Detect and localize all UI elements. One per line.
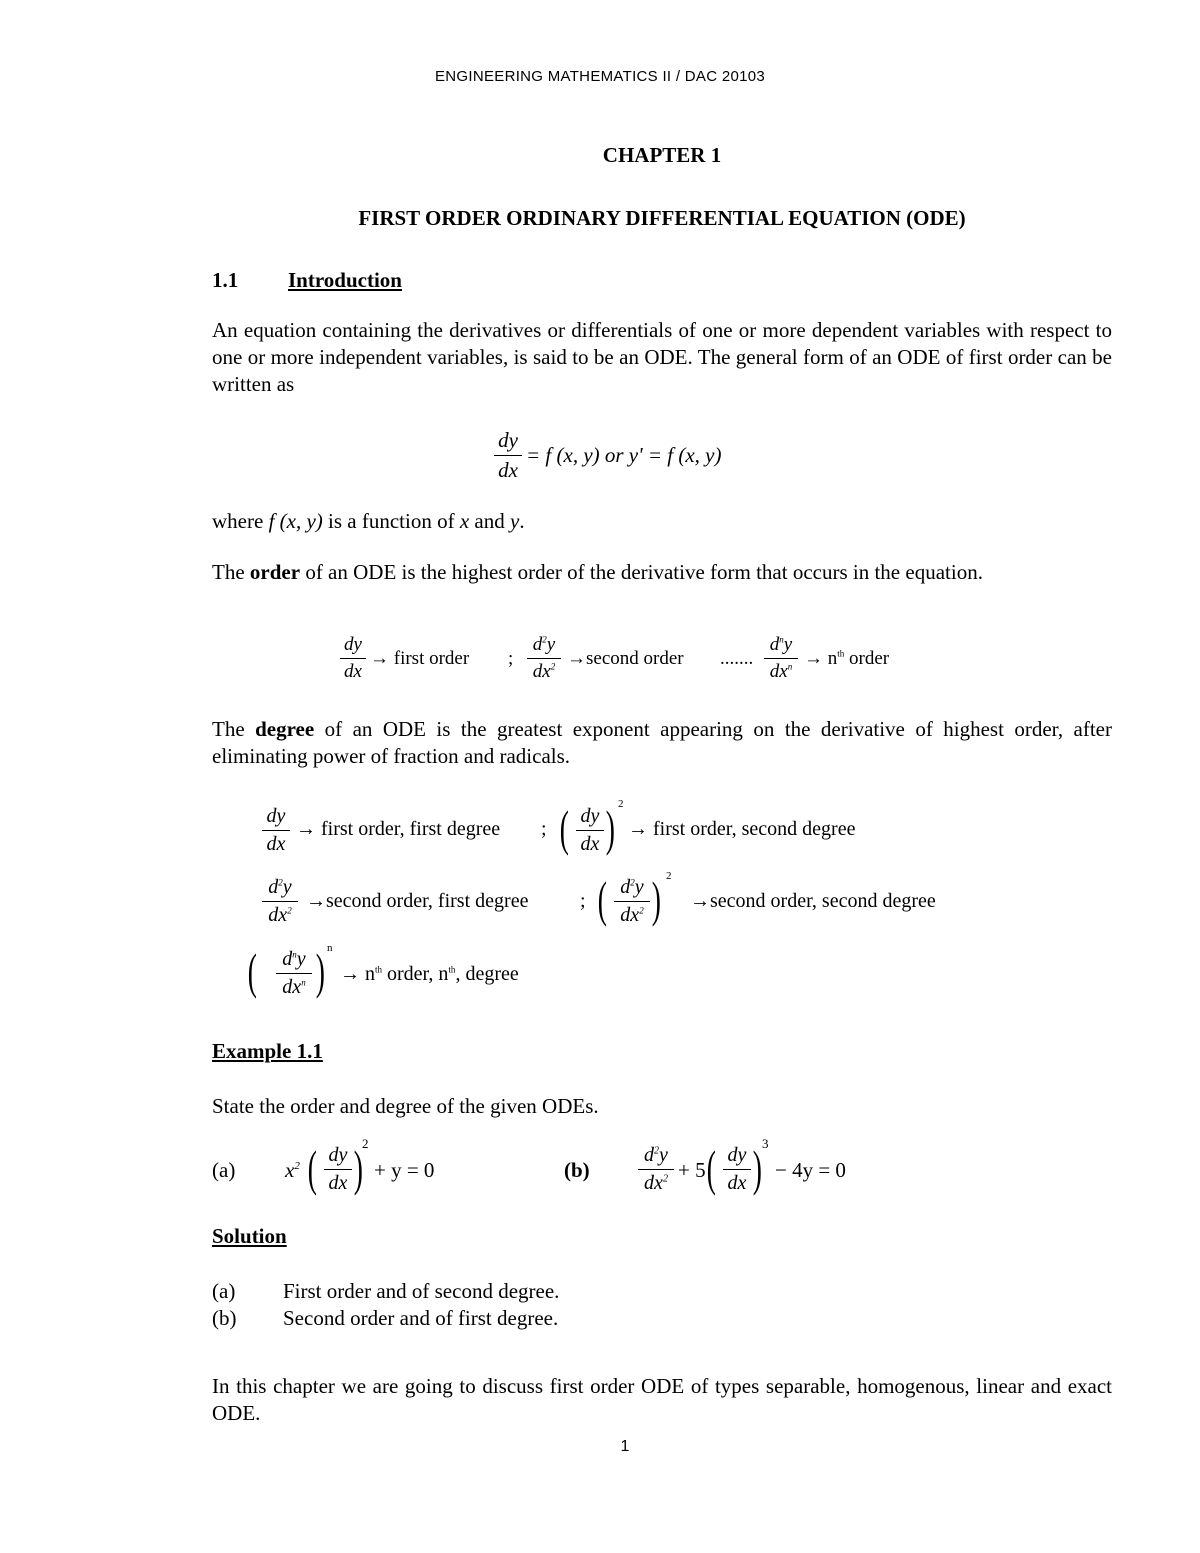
- page-number: 1: [620, 1438, 630, 1455]
- order-paragraph: The order of an ODE is the highest order of the derivative form that occurs in the equation.: [212, 560, 983, 584]
- intro-paragraph: An equation containing the derivatives or differentials of one or more dependent variables with respect to one or more independent variables, is said to be an ODE. The general form of an ODE of first order can be written as: [212, 318, 1112, 396]
- section-number: 1.1: [212, 268, 239, 292]
- example-a-label: (a): [212, 1158, 236, 1182]
- deg-r3-label: → $n^{th}$ order, $n^{th}$, degree: [340, 963, 519, 985]
- left-paren: (: [307, 1140, 317, 1196]
- exponent: 2: [666, 870, 672, 882]
- example-heading: Example 1.1: [212, 1039, 323, 1063]
- deg-r2-label-b: →second order, second degree: [690, 890, 936, 912]
- deg-r1-label-b: → first order, second degree: [628, 818, 856, 840]
- deg-r1-sep: ;: [541, 818, 547, 840]
- right-paren: ): [605, 800, 615, 856]
- exponent: 2: [362, 1136, 369, 1151]
- example-a-frac: dy dx: [324, 1144, 352, 1195]
- deg-r1-frac-a: dy dx: [262, 805, 290, 856]
- page-header: ENGINEERING MATHEMATICS II / DAC 20103: [434, 68, 766, 85]
- x-squared: $x^2$: [285, 1158, 300, 1182]
- second-derivative-fraction: $d^2y$ $dx^2$: [527, 634, 561, 683]
- example-prompt: State the order and degree of the given ODEs.: [212, 1094, 599, 1118]
- deg-r2-frac-b: $d^2y$ $dx^2$: [614, 876, 650, 927]
- right-paren: ): [651, 871, 661, 927]
- solution-list: [212, 1278, 559, 1332]
- degree-paragraph: The degree of an ODE is the greatest exponent appearing on the derivative of highest order, after eliminating power of fraction and radicals.: [212, 717, 1112, 768]
- deg-r2-sep: ;: [580, 890, 586, 912]
- nth-order-label: → $n^{th}$ order: [804, 648, 890, 669]
- right-paren: ): [353, 1140, 363, 1196]
- where-line: where f (x, y) is a function of x and y.: [212, 509, 525, 533]
- right-paren: ): [752, 1140, 762, 1196]
- left-paren: (: [247, 943, 257, 999]
- right-paren: ): [315, 943, 325, 999]
- closing-paragraph: In this chapter we are going to discuss first order ODE of types separable, homogenous, linear and exact ODE.: [212, 1374, 1112, 1425]
- example-b-eq: − 4y = 0: [775, 1158, 846, 1182]
- first-order-label: → first order: [370, 648, 470, 669]
- exponent: 2: [618, 798, 624, 810]
- list-item: (a) First order and of second degree.: [212, 1279, 560, 1303]
- general-form-rhs: = f (x, y) or y' = f (x, y): [526, 443, 722, 467]
- chapter-title: FIRST ORDER ORDINARY DIFFERENTIAL EQUATION (ODE): [358, 206, 966, 230]
- chapter-heading: CHAPTER 1: [602, 143, 722, 167]
- dy-dx-fraction: dy dx: [494, 428, 522, 483]
- dots: .......: [720, 648, 754, 669]
- deg-r2-frac-a: $d^2y$ $dx^2$: [262, 876, 298, 927]
- example-b-label: (b): [564, 1158, 590, 1182]
- exponent: n: [327, 942, 333, 954]
- example-a-eq: + y = 0: [374, 1158, 435, 1182]
- section-title: Introduction: [288, 268, 402, 292]
- left-paren: (: [597, 871, 607, 927]
- order-separator: ;: [508, 648, 514, 669]
- deg-r1-label-a: → first order, first degree: [296, 818, 501, 840]
- solution-heading: Solution: [212, 1224, 287, 1248]
- example-b-coef: + 5: [678, 1158, 706, 1182]
- list-item: (b) Second order and of first degree.: [212, 1306, 559, 1330]
- section-heading: [212, 268, 402, 293]
- left-paren: (: [559, 800, 569, 856]
- left-paren: (: [706, 1140, 716, 1196]
- deg-r2-label-a: →second order, first degree: [306, 890, 529, 912]
- second-order-label: →second order: [567, 648, 684, 669]
- first-derivative-fraction: dy dx: [340, 634, 366, 683]
- exponent: 3: [762, 1136, 769, 1151]
- deg-r3-frac: $d^ny$ $dx^n$: [276, 948, 312, 999]
- nth-derivative-fraction: $d^ny$ $dx^n$: [764, 634, 798, 683]
- deg-r1-frac-b: dy dx: [576, 805, 604, 856]
- example-b-frac-2: dy dx: [723, 1144, 751, 1195]
- example-b-frac-1: $d^2y$ $dx^2$: [638, 1144, 674, 1195]
